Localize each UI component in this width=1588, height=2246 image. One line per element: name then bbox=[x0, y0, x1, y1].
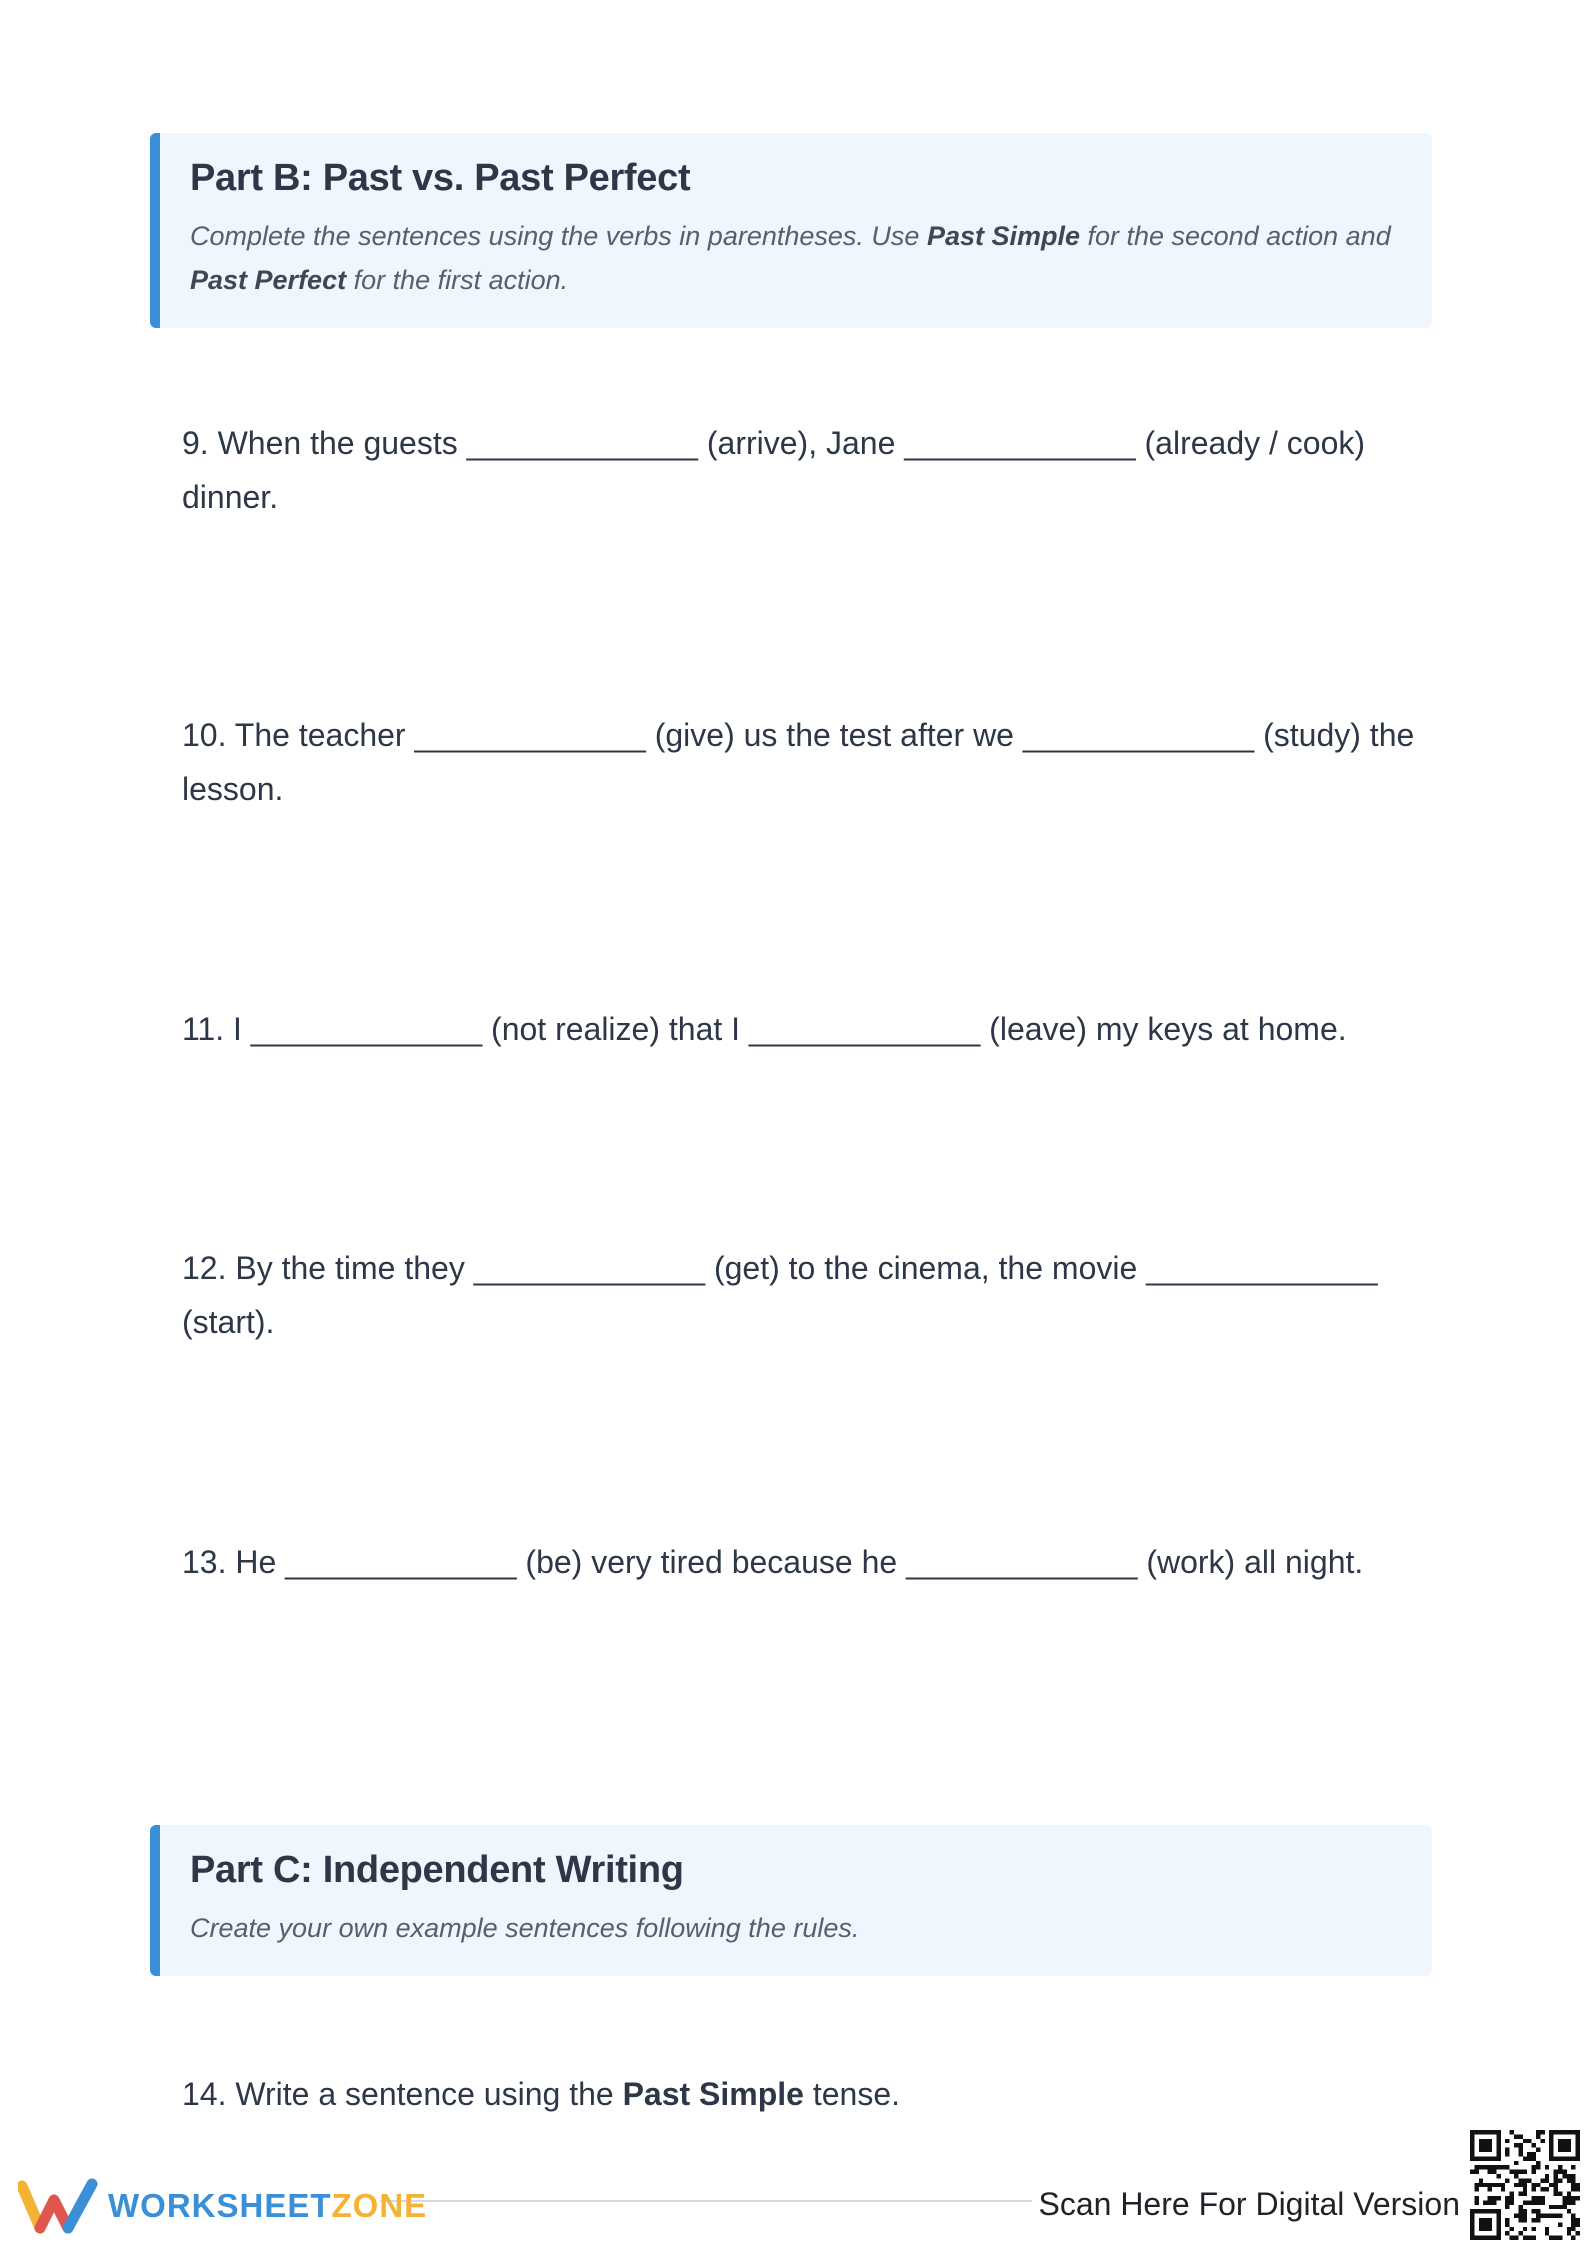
instr-text-3: for the first action. bbox=[346, 265, 569, 295]
part-b-header bbox=[150, 133, 1432, 328]
part-c-header bbox=[150, 1825, 1432, 1976]
question-11: 11. I _____________ (not realize) that I _____________ (leave) my keys at home. bbox=[182, 1011, 1347, 1047]
q14-text-before: 14. Write a sentence using the bbox=[182, 2076, 623, 2112]
question-9: 9. When the guests _____________ (arrive), Jane _____________ (already / cook) dinner. bbox=[182, 425, 1366, 515]
part-b-instructions bbox=[190, 214, 1394, 302]
part-c-instructions: Create your own example sentences following the rules. bbox=[190, 1913, 860, 1943]
q14-text-after: tense. bbox=[803, 2076, 901, 2112]
question-13: 13. He _____________ (be) very tired because he _____________ (work) all night. bbox=[182, 1544, 1364, 1580]
logo-word-zone: ZONE bbox=[331, 2187, 428, 2224]
q14-bold-past-simple: Past Simple bbox=[622, 2076, 804, 2112]
worksheetzone-logo[interactable] bbox=[18, 2178, 427, 2234]
instr-bold-past-simple: Past Simple bbox=[926, 221, 1080, 251]
part-b-title: Part B: Past vs. Past Perfect bbox=[190, 157, 691, 199]
question-10: 10. The teacher _____________ (give) us the test after we _____________ (study) the lesson. bbox=[182, 717, 1415, 807]
logo-w-icon bbox=[18, 2178, 100, 2234]
instr-text-1: Complete the sentences using the verbs in parentheses. Use bbox=[190, 221, 927, 251]
question-12: 12. By the time they _____________ (get) to the cinema, the movie _____________ (start). bbox=[182, 1250, 1378, 1340]
logo-wordmark bbox=[108, 2187, 427, 2225]
part-c-title: Part C: Independent Writing bbox=[190, 1849, 684, 1891]
question-14 bbox=[182, 2067, 1422, 2121]
qr-code-icon[interactable] bbox=[1470, 2130, 1580, 2240]
logo-word-worksheet: WORKSHEET bbox=[108, 2187, 332, 2224]
instr-bold-past-perfect: Past Perfect bbox=[190, 265, 347, 295]
instr-text-2: for the second action and bbox=[1080, 221, 1391, 251]
scan-here-label: Scan Here For Digital Version bbox=[1032, 2186, 1466, 2223]
